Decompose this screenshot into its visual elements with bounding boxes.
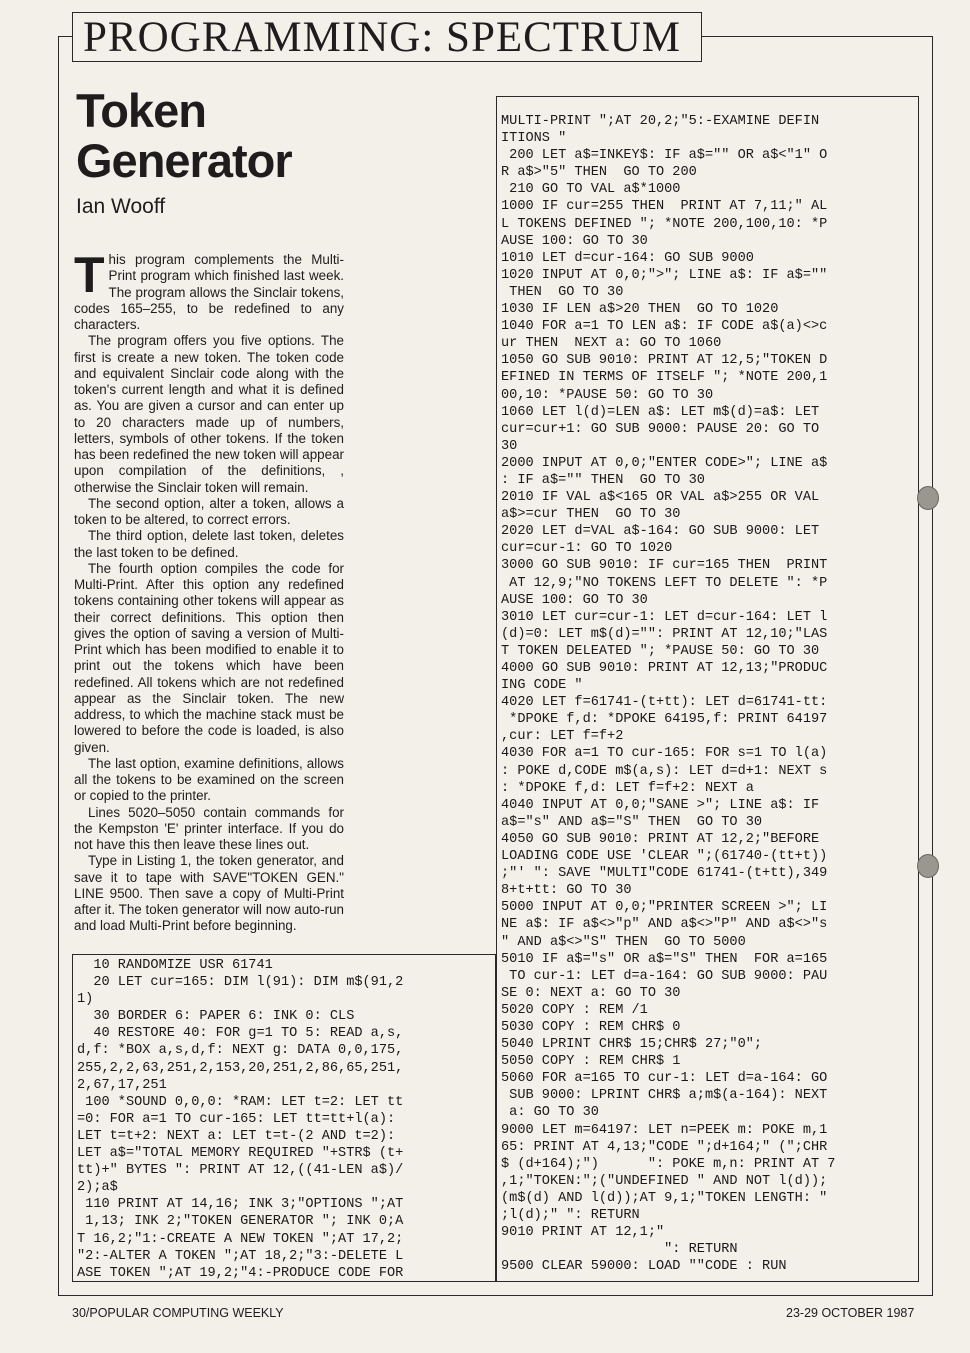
code-listing-box-left [72,954,496,1282]
title-line-2: Generator [76,134,292,187]
paragraph-5: The fourth option compiles the code for Multi-Print. After this option any redefined tokens containing other tokens will appear as their correct definitions. This option then gives the option of saving a version of Multi-Print which has been modified to enable it to print out the tokens which have been redefined. All tokens which are not redefined appear as the Sinclair token. The new address, to which the machine stack must be lowered to before the code is loaded, is also given. [74,560,344,755]
footer-date: 23-29 OCTOBER 1987 [786,1306,915,1320]
binder-hole-icon [917,486,939,510]
article-body [74,247,344,935]
paragraph-7: Lines 5020–5050 contain commands for the Kempston 'E' printer interface. If you do not have this then leave these lines out. [74,804,344,852]
section-header [72,12,702,62]
drop-cap: T [74,247,105,303]
title-line-1: Token [76,84,206,137]
paragraph-1: This program complements the Multi-Print program which finished last week. The program allows the Sinclair tokens, codes 165–255, to be redefined to any characters. [74,247,344,332]
footer-page-number: 30/POPULAR COMPUTING WEEKLY [72,1306,284,1320]
article-title [76,86,292,186]
header-rule [702,36,933,37]
paragraph-4: The third option, delete last token, deletes the last token to be defined. [74,528,344,560]
code-listing-box-right [496,96,919,1282]
code-listing-left: 10 RANDOMIZE USR 61741 20 LET cur=165: DIM l(91): DIM m$(91,2 1) 30 BORDER 6: PAPER 6: INK 0: CLS 40 RESTORE 40: FOR g=1 TO 5: READ a,s, d,f: *BOX a,s,d,f: NEXT g: DATA 0,0,175, 255,2,2,63,251,2,153,20,251,2,86,65,251, 2,67,17,251 100 *SOUND 0,0,0: *RAM: LET t=2: LET tt =0: FOR a=1 TO cur-165: LET tt=tt+l(a): LET t=t+2: NEXT a: LET t=t-(2 AND t=2): LET a$="TOTAL MEMORY REQUIRED "+STR$ (t+ tt)+" BYTES ": PRINT AT 12,((41-LEN a$)/ 2);a$ 110 PRINT AT 14,16; INK 3;"OPTIONS ";AT 1,13; INK 2;"TOKEN GENERATOR "; INK 0;A T 16,2;"1:-CREATE A NEW TOKEN ";AT 17,2; "2:-ALTER A TOKEN ";AT 18,2;"3:-DELETE L ASE TOKEN ";AT 19,2;"4:-PRODUCE CODE FOR [77,958,404,1281]
paragraph-6: The last option, examine definitions, allows all the tokens to be examined on the screen or copied to the printer. [74,755,344,804]
paragraph-8: Type in Listing 1, the token generator, and save it to tape with SAVE"TOKEN GEN." LINE 9500. Then save a copy of Multi-Print after it. The token generator will now auto-run and load Multi-Print before beginning. [74,853,344,934]
code-listing-right: MULTI-PRINT ";AT 20,2;"5:-EXAMINE DEFIN ITIONS " 200 LET a$=INKEY$: IF a$="" OR a$<"1" O R a$>"5" THEN GO TO 200 210 GO TO VAL a$*1000 1000 IF cur=255 THEN PRINT AT 7,11;" AL L TOKENS DEFINED "; *NOTE 200,100,10: *P AUSE 100: GO TO 30 1010 LET d=cur-164: GO SUB 9000 1020 INPUT AT 0,0;">"; LINE a$: IF a$="" THEN GO TO 30 1030 IF LEN a$>20 THEN GO TO 1020 1040 FOR a=1 TO LEN a$: IF CODE a$(a)<>c ur THEN NEXT a: GO TO 1060 1050 GO SUB 9010: PRINT AT 12,5;"TOKEN D EFINED IN TERMS OF ITSELF "; *NOTE 200,1 00,10: *PAUSE 50: GO TO 30 1060 LET l(d)=LEN a$: LET m$(d)=a$: LET cur=cur+1: GO SUB 9000: PAUSE 20: GO TO 30 2000 INPUT AT 0,0;"ENTER CODE>"; LINE a$ : IF a$="" THEN GO TO 30 2010 IF VAL a$<165 OR VAL a$>255 OR VAL a$>=cur THEN GO TO 30 2020 LET d=VAL a$-164: GO SUB 9000: LET cur=cur-1: GO TO 1020 3000 GO SUB 9010: IF cur=165 THEN PRINT AT 12,9;"NO TOKENS LEFT TO DELETE ": *P AUSE 100: GO TO 30 3010 LET cur=cur-1: LET d=cur-164: LET l (d)=0: LET m$(d)="": PRINT AT 12,10;"LAS T TOKEN DELEATED "; *PAUSE 50: GO TO 30 4000 GO SUB 9010: PRINT AT 12,13;"PRODUC ING CODE " 4020 LET f=61741-(t+tt): LET d=61741-tt: *DPOKE f,d: *DPOKE 64195,f: PRINT 64197 ,cur: LET f=f+2 4030 FOR a=1 TO cur-165: FOR s=1 TO l(a) : POKE d,CODE m$(a,s): LET d=d+1: NEXT s : *DPOKE f,d: LET f=f+2: NEXT a 4040 INPUT AT 0,0;"SANE >"; LINE a$: IF a$="s" AND a$="S" THEN GO TO 30 4050 GO SUB 9010: PRINT AT 12,2;"BEFORE LOADING CODE USE 'CLEAR ";(61740-(tt+t)) ;"' ": SAVE "MULTI"CODE 61741-(t+tt),349 8+t+tt: GO TO 30 5000 INPUT AT 0,0;"PRINTER SCREEN >"; LI NE a$: IF a$<>"p" AND a$<>"P" AND a$<>"s " AND a$<>"S" THEN GO TO 5000 5010 IF a$="s" OR a$="S" THEN FOR a=165 TO cur-1: LET d=a-164: GO SUB 9000: PAU SE 0: NEXT a: GO TO 30 5020 COPY : REM /1 5030 COPY : REM CHR$ 0 5040 LPRINT CHR$ 15;CHR$ 27;"0"; 5050 COPY : REM CHR$ 1 5060 FOR a=165 TO cur-1: LET d=a-164: GO SUB 9000: LPRINT CHR$ a;m$(a-164): NEXT a: GO TO 30 9000 LET m=64197: LET n=PEEK m: POKE m,1 65: PRINT AT 4,13;"CODE ";d+164;" (";CHR $ (d+164);") ": POKE m,n: PRINT AT 7 ,1;"TOKEN:";("UNDEFINED " AND NOT l(d)); (m$(d) AND l(d));AT 9,1;"TOKEN LENGTH: " ;l(d);" ": RETURN 9010 PRINT AT 12,1;" ": RETURN 9500 CLEAR 59000: LOAD ""CODE : RUN [501,114,836,1275]
section-title: PROGRAMMING: SPECTRUM [83,14,682,61]
binder-hole-icon [917,854,939,878]
article-author: Ian Wooff [76,195,166,218]
paragraph-3: The second option, alter a token, allows a token to be altered, to correct errors. [74,495,344,527]
paragraph-2: The program offers you five options. The first is create a new token. The token code and equivalent Sinclair code along with the token's current length and what it is defined as. You are given a cursor and can enter up to 20 characters made up of numbers, letters, symbols of other tokens. If the token has been redefined the new token will appear upon compilation of the definitions, , otherwise the Sinclair token will remain. [74,333,344,495]
